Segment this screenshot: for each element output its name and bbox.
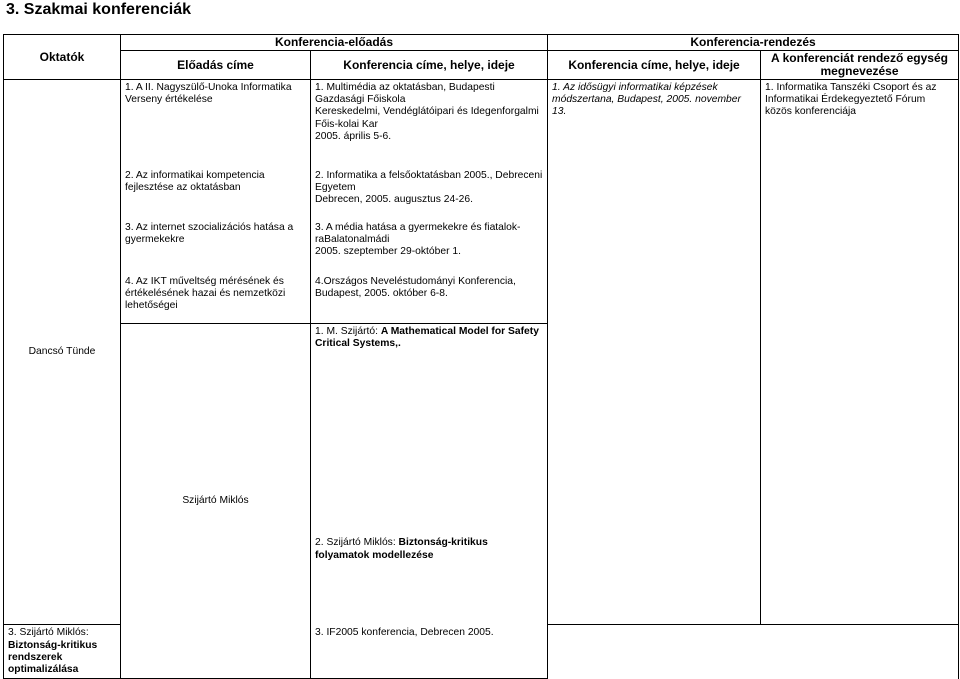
talk-title-bold: Biztonság-kritikus rendszerek optimalizálása xyxy=(8,639,98,675)
talk-title-bold: Biztonság-kritikus folyamatok modellezése xyxy=(315,537,488,561)
conference-date: Debrecen, 2005. augusztus 24-26. xyxy=(315,193,473,205)
organizing-unit: 1. Informatika Tanszéki Csoport és az Informatikai Érdekegyeztető Fórum közös konferenciája xyxy=(761,80,959,625)
conference-line: 1. Multimédia az oktatásban, Budapesti Gazdasági Főiskola xyxy=(315,82,495,106)
conference-info: 4.Országos Neveléstudományi Konferencia, Budapest, 2005. október 6-8. xyxy=(311,274,548,324)
conference-line: 2. Informatika a felsőoktatásban 2005., Debreceni Egyetem xyxy=(315,169,543,193)
talk-title: 2. Szijártó Miklós: Biztonság-kritikus folyamatok modellezése xyxy=(311,535,548,624)
conference-info xyxy=(311,168,548,220)
page-title: 3. Szakmai konferenciák xyxy=(6,1,191,18)
header-konferencia-rendezes: Konferencia-rendezés xyxy=(548,35,959,51)
header-oktatok: Oktatók xyxy=(4,35,121,80)
conference-line: Kereskedelmi, Vendéglátóipari és Idegenforgalmi Főis-kolai Kar xyxy=(315,106,539,130)
conference-date: 2005. április 5-6. xyxy=(315,130,392,142)
conference-table xyxy=(3,34,959,679)
talk-title: 4. Az IKT műveltség mérésének és értékelésének hazai és nemzetközi lehetőségei xyxy=(121,274,311,324)
header-rendezo-egyseg: A konferenciát rendező egység megnevezése xyxy=(761,51,959,80)
header-konferencia-eloadas: Konferencia-előadás xyxy=(121,35,548,51)
table-row xyxy=(4,80,959,154)
talk-title: 2. Az informatikai kompetencia fejlesztése az oktatásban xyxy=(121,168,311,220)
talk-title: 3. Az internet szocializációs hatása a gyermekekre xyxy=(121,220,311,274)
conference-date: 2005. szeptember 29-október 1. xyxy=(315,245,461,257)
header-konferencia-cime-rendezes: Konferencia címe, helye, ideje xyxy=(548,51,761,80)
header-eloadas-cime: Előadás címe xyxy=(121,51,311,80)
talk-title: 3. Szijártó Miklós: Biztonság-kritikus rendszerek optimalizálása xyxy=(4,625,121,679)
conference-info xyxy=(311,80,548,154)
conference-line: 3. A média hatása a gyermekekre és fiatalok-raBalatonalmádi xyxy=(315,221,521,245)
conference-info: 3. IF2005 konferencia, Debrecen 2005. xyxy=(311,625,548,679)
conference-info xyxy=(311,220,548,274)
talk-title-bold: A Mathematical Model for Safety Critical Systems,. xyxy=(315,326,539,350)
person-name-szijarto: Szijártó Miklós xyxy=(121,324,311,679)
talk-title: 1. M. Szijártó: A Mathematical Model for Safety Critical Systems,. xyxy=(311,324,548,536)
organized-conference: 1. Az idősügyi informatikai képzések módszertana, Budapest, 2005. november 13. xyxy=(548,80,761,625)
header-konferencia-cime-eloadas: Konferencia címe, helye, ideje xyxy=(311,51,548,80)
talk-title: 1. A II. Nagyszülő-Unoka Informatika Verseny értékelése xyxy=(121,80,311,154)
person-name-dancso: Dancsó Tünde xyxy=(4,80,121,625)
